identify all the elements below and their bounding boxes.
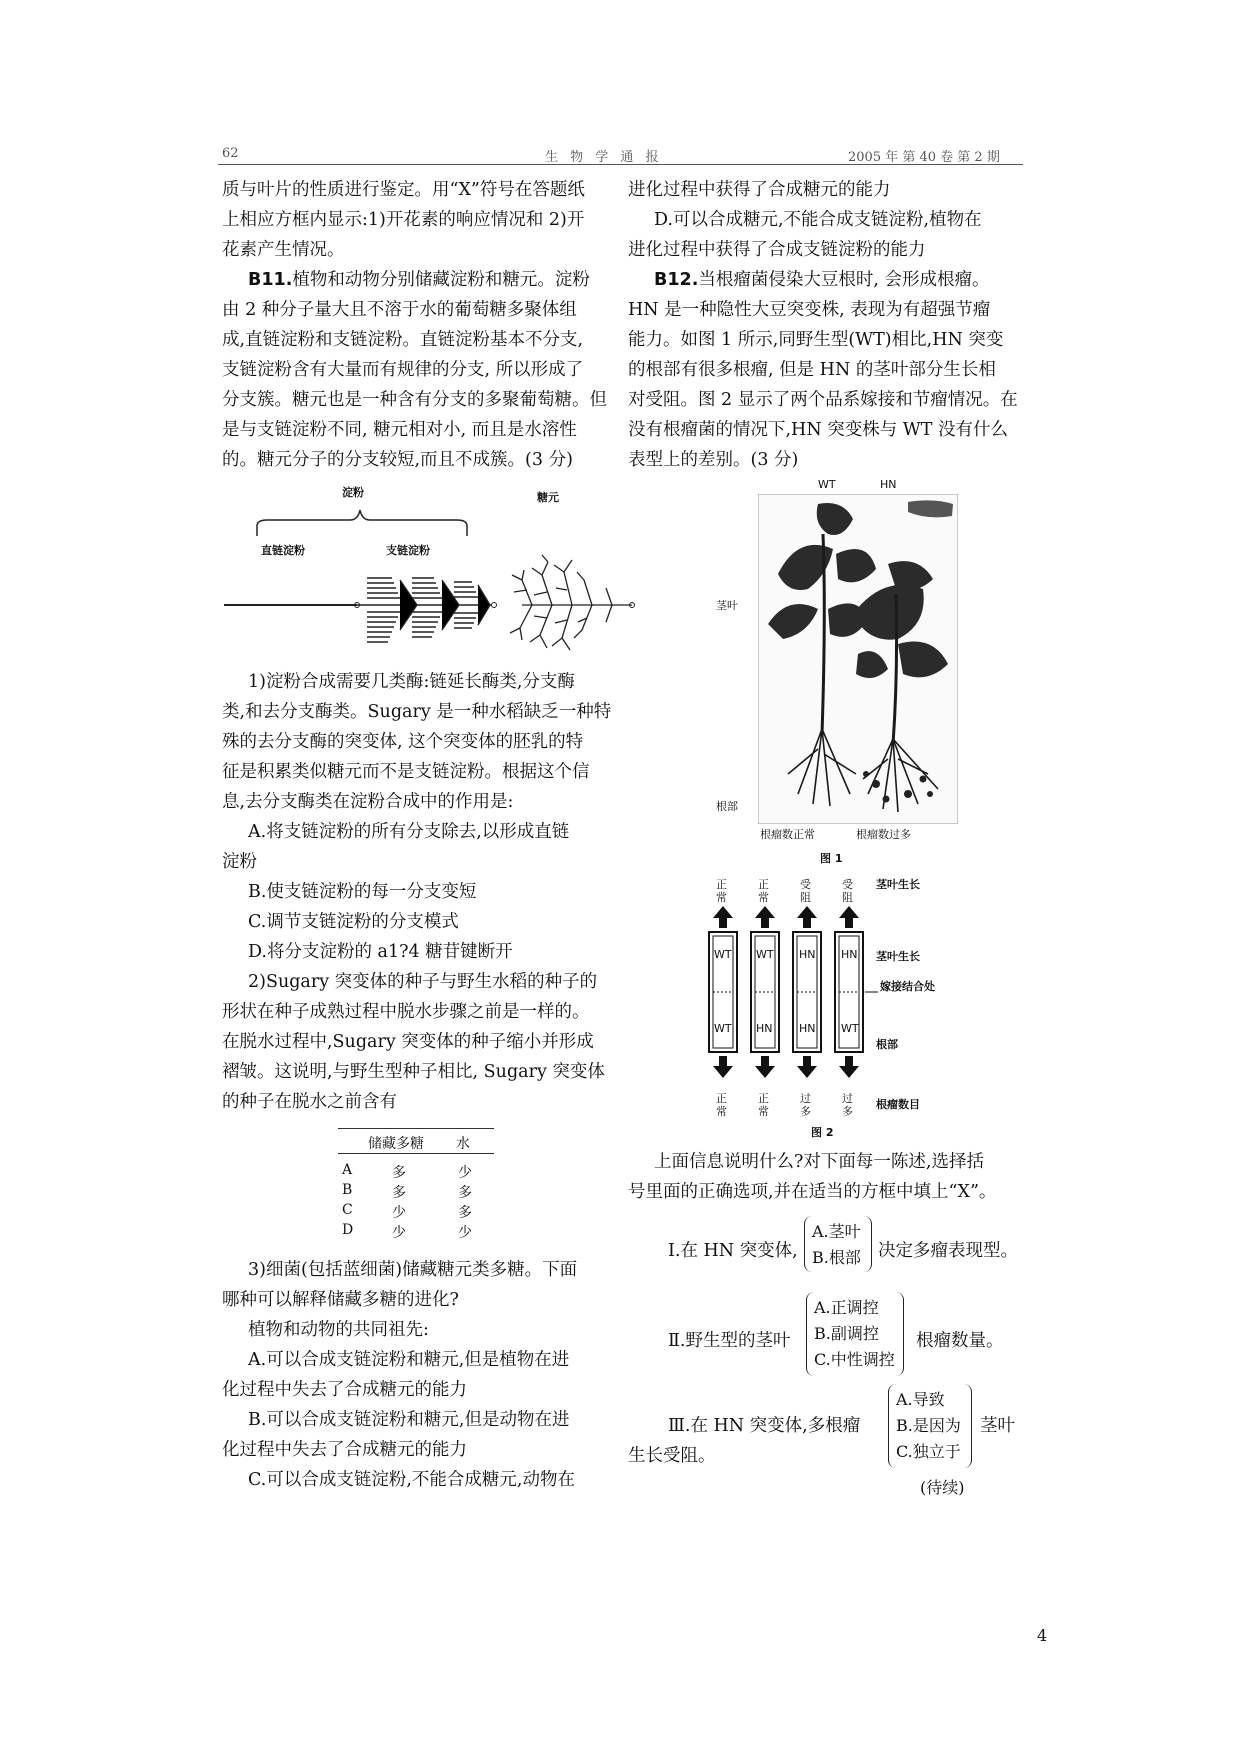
statement-2-option-c: C.中性调控: [814, 1350, 895, 1369]
table-cell: B: [342, 1182, 353, 1198]
table-cell: 多: [458, 1205, 472, 1221]
text-line: 殊的去分支酶的突变体, 这个突变体的胚乳的特: [222, 732, 584, 752]
fig2-label-shoot-growth: 茎叶生长: [876, 950, 920, 963]
table-header-polysaccharide: 储藏多糖: [368, 1136, 424, 1152]
to-be-continued: (待续): [920, 1478, 965, 1497]
table-cell: 多: [392, 1165, 406, 1181]
table-cell: D: [342, 1222, 354, 1238]
header-issue: 2005 年 第 40 卷 第 2 期: [848, 150, 1000, 165]
text-line: 进化过程中获得了合成糖元的能力: [628, 180, 891, 200]
statement-3-prefix: Ⅲ.在 HN 突变体,多根瘤: [668, 1416, 861, 1436]
text-line: 形状在种子成熟过程中脱水步骤之前是一样的。: [222, 1002, 590, 1022]
statement-3-option-c: C.独立于: [896, 1442, 961, 1461]
statement-2-suffix: 根瘤数量。: [916, 1331, 1004, 1351]
fig2-label-nodule-count: 根瘤数目: [876, 1098, 920, 1111]
header-journal: 生 物 学 通 报: [545, 150, 663, 165]
statement-3-option-b: B.是因为: [896, 1416, 961, 1435]
fig2-lower-label: HN: [799, 1022, 816, 1035]
fig2-bottom-label: 正常: [758, 1092, 769, 1118]
text-line: 的种子在脱水之前含有: [222, 1092, 397, 1112]
statement-2-option-b: B.副调控: [814, 1324, 879, 1343]
figure-label-amylopectin: 支链淀粉: [386, 544, 430, 557]
question-b12-first: [654, 270, 989, 290]
text-line: 由 2 种分子量大且不溶于水的葡萄糖多聚体组: [222, 300, 577, 320]
text-line: 的根部有很多根瘤, 但是 HN 的茎叶部分生长相: [628, 360, 996, 380]
text-line: 支链淀粉含有大量而有规律的分支, 所以形成了: [222, 360, 584, 380]
option-b-cont: 化过程中失去了合成糖元的能力: [222, 1440, 467, 1460]
fig2-label-shoot-growth-top: 茎叶生长: [876, 878, 920, 891]
figure-label-glycogen: 糖元: [537, 491, 559, 504]
fig2-graft-columns: [700, 906, 880, 1086]
question-b11-first: [248, 270, 590, 290]
option-a: A.将支链淀粉的所有分支除去,以形成直链: [248, 822, 570, 842]
fig2-lower-label: HN: [756, 1022, 773, 1035]
text-line: 3)细菌(包括蓝细菌)储藏糖元类多糖。下面: [248, 1260, 578, 1280]
option-b: B.使支链淀粉的每一分支变短: [248, 882, 477, 902]
statement-1-option-a: A.茎叶: [812, 1222, 861, 1241]
text-line: 分支簇。糖元也是一种含有分支的多聚葡萄糖。但: [222, 390, 607, 410]
fig2-top-label: 受阻: [800, 878, 811, 904]
text-line: 花素产生情况。: [222, 240, 345, 260]
figure-label-amylose: 直链淀粉: [261, 544, 305, 557]
text-line: 的。糖元分子的分支较短,而且不成簇。(3 分): [222, 450, 573, 470]
text-line: 1)淀粉合成需要几类酶:链延长酶类,分支酶: [248, 672, 575, 692]
table-cell: 少: [458, 1225, 472, 1241]
fig2-top-label: 正常: [716, 878, 727, 904]
figure-label-starch: 淀粉: [342, 486, 364, 499]
option-a-cont: 化过程中失去了合成糖元的能力: [222, 1380, 467, 1400]
statement-3-suffix: 茎叶: [980, 1416, 1015, 1436]
fig1-label-shoot: 茎叶: [716, 599, 738, 612]
text-line: 哪种可以解释储藏多糖的进化?: [222, 1290, 459, 1310]
fig2-upper-label: WT: [714, 948, 732, 961]
fig1-label-normal-nodules: 根瘤数正常: [760, 828, 815, 841]
table-rule-top: [338, 1128, 494, 1129]
table-cell: 多: [392, 1185, 406, 1201]
question-text: 植物和动物分别储藏淀粉和糖元。淀粉: [292, 270, 590, 290]
text-line: 在脱水过程中,Sugary 突变体的种子缩小并形成: [222, 1032, 594, 1052]
fig2-upper-label: WT: [756, 948, 774, 961]
statement-2-option-a: A.正调控: [814, 1298, 879, 1317]
fig1-label-hn: HN: [880, 478, 897, 491]
text-line: HN 是一种隐性大豆突变株, 表现为有超强节瘤: [628, 300, 991, 320]
statement-1-option-b: B.根部: [812, 1248, 861, 1267]
text-line: 是与支链淀粉不同, 糖元相对小, 而且是水溶性: [222, 420, 577, 440]
text-line: 成,直链淀粉和支链淀粉。直链淀粉基本不分支,: [222, 330, 584, 350]
fig1-label-root: 根部: [716, 800, 738, 813]
table-cell: 少: [392, 1205, 406, 1221]
header-rule: [218, 164, 1023, 165]
page-number: 4: [1037, 1626, 1048, 1645]
fig2-upper-label: HN: [799, 948, 816, 961]
statement-1-prefix: Ⅰ.在 HN 突变体,: [668, 1241, 798, 1261]
text-line: 褶皱。这说明,与野生型种子相比, Sugary 突变体: [222, 1062, 605, 1082]
table-cell: 少: [392, 1225, 406, 1241]
table-header-water: 水: [456, 1136, 470, 1152]
table-cell: C: [342, 1202, 353, 1218]
text-line: 没有根瘤菌的情况下,HN 突变株与 WT 没有什么: [628, 420, 1008, 440]
soybean-plants-photo: [758, 494, 958, 824]
statement-3-continuation: 生长受阻。: [628, 1446, 716, 1466]
question-label-b12: B12.: [654, 270, 699, 290]
fig2-label-graft-union: 嫁接结合处: [880, 980, 935, 993]
fig2-bottom-label: 过多: [800, 1092, 811, 1118]
text-line: 类,和去分支酶类。Sugary 是一种水稻缺乏一种特: [222, 702, 612, 722]
text-line: 号里面的正确选项,并在适当的方框中填上“X”。: [628, 1182, 997, 1202]
table-cell: 少: [458, 1165, 472, 1181]
text-line: 对受阻。图 2 显示了两个品系嫁接和节瘤情况。在: [628, 390, 1018, 410]
option-c: C.可以合成支链淀粉,不能合成糖元,动物在: [248, 1470, 575, 1490]
text-line: 上面信息说明什么?对下面每一陈述,选择括: [654, 1152, 984, 1172]
option-c: C.调节支链淀粉的分支模式: [248, 912, 459, 932]
text-line: 质与叶片的性质进行鉴定。用“X”符号在答题纸: [222, 180, 585, 200]
option-b: B.可以合成支链淀粉和糖元,但是动物在进: [248, 1410, 570, 1430]
text-line: 进化过程中获得了合成支链淀粉的能力: [628, 240, 926, 260]
header-page-number: 62: [222, 146, 239, 161]
fig2-top-label: 受阻: [842, 878, 853, 904]
fig2-upper-label: HN: [841, 948, 858, 961]
text-line: 表型上的差别。(3 分): [628, 450, 799, 470]
option-a-cont: 淀粉: [222, 852, 257, 872]
fig1-label-many-nodules: 根瘤数过多: [856, 828, 911, 841]
starch-structure-figure: [222, 500, 642, 660]
question-text: 当根瘤菌侵染大豆根时, 会形成根瘤。: [698, 270, 990, 290]
fig2-lower-label: WT: [841, 1022, 859, 1035]
statement-1-suffix: 决定多瘤表现型。: [878, 1241, 1018, 1261]
fig2-lower-label: WT: [714, 1022, 732, 1035]
option-d: D.将分支淀粉的 a1?4 糖苷键断开: [248, 942, 513, 962]
text-line: 2)Sugary 突变体的种子与野生水稻的种子的: [248, 972, 598, 992]
fig2-bottom-label: 过多: [842, 1092, 853, 1118]
text-line: 能力。如图 1 所示,同野生型(WT)相比,HN 突变: [628, 330, 1004, 350]
fig2-bottom-label: 正常: [716, 1092, 727, 1118]
fig2-caption: 图 2: [811, 1126, 834, 1139]
fig1-label-wt: WT: [818, 478, 836, 491]
statement-2-prefix: Ⅱ.野生型的茎叶: [668, 1331, 791, 1351]
table-rule-mid: [338, 1153, 494, 1154]
fig1-caption: 图 1: [820, 852, 843, 865]
option-a: A.可以合成支链淀粉和糖元,但是植物在进: [248, 1350, 570, 1370]
text-line: 植物和动物的共同祖先:: [248, 1320, 429, 1340]
question-label-b11: B11.: [248, 270, 293, 290]
fig2-label-root: 根部: [876, 1038, 898, 1051]
fig2-top-label: 正常: [758, 878, 769, 904]
table-cell: 多: [458, 1185, 472, 1201]
text-line: 征是积累类似糖元而不是支链淀粉。根据这个信: [222, 762, 590, 782]
text-line: 上相应方框内显示:1)开花素的响应情况和 2)开: [222, 210, 585, 230]
text-line: 息,去分支酶类在淀粉合成中的作用是:: [222, 792, 514, 812]
option-d: D.可以合成糖元,不能合成支链淀粉,植物在: [654, 210, 982, 230]
statement-3-option-a: A.导致: [896, 1390, 945, 1409]
table-cell: A: [342, 1162, 353, 1178]
